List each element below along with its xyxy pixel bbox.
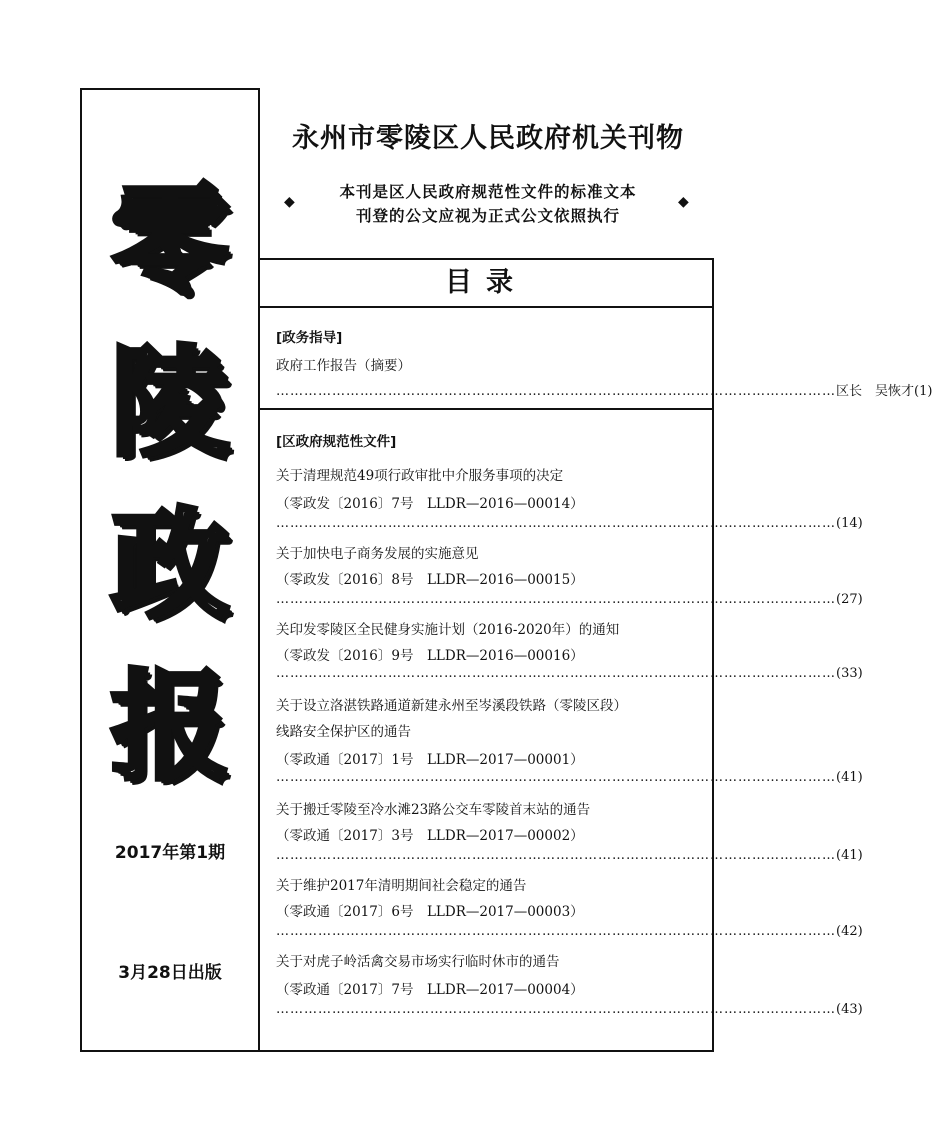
toc-item-title[interactable]: 关于对虎子岭活禽交易市场实行临时休市的通告: [276, 954, 560, 970]
toc-item-page: (27): [836, 592, 863, 607]
masthead-char-3: 政: [110, 495, 229, 634]
toc-item-leader: ………………………………………………………………………………………………………… 区长 吴恢才 (1): [276, 380, 706, 399]
toc-item-leader: ………………………………………………………………………………………………………… (14): [276, 516, 863, 531]
toc-item-page: (14): [836, 516, 863, 531]
toc-item-doc-number: （零政通〔2017〕3号 LLDR—2017—00002）: [276, 828, 584, 844]
toc-item-title[interactable]: 关于维护2017年清明期间社会稳定的通告: [276, 878, 527, 894]
masthead-char-1: 零: [110, 171, 229, 310]
toc-item-title[interactable]: 关于清理规范49项行政审批中介服务事项的决定: [276, 468, 564, 484]
notice-line-1: 本刊是区人民政府规范性文件的标准文本: [339, 183, 637, 201]
toc-item-title[interactable]: 关于搬迁零陵至冷水滩23路公交车零陵首末站的通告: [276, 802, 591, 818]
table-of-contents: [258, 258, 932, 1052]
toc-item-page: (43): [836, 1002, 863, 1017]
toc-item-doc-number: （零政通〔2017〕7号 LLDR—2017—00004）: [276, 982, 584, 998]
toc-item-leader: ………………………………………………………………………………………………………… (33): [276, 666, 863, 681]
toc-item-title[interactable]: 政府工作报告（摘要）: [276, 358, 411, 374]
toc-item-title[interactable]: 关于加快电子商务发展的实施意见: [276, 546, 479, 562]
toc-item-doc-number: （零政发〔2016〕7号 LLDR—2016—00014）: [276, 496, 584, 512]
toc-item-page: (41): [836, 848, 863, 863]
notice-line-2: 刊登的公文应视为正式公文依照执行: [355, 207, 620, 225]
toc-item-page: (33): [836, 666, 863, 681]
toc-item-doc-number: （零政发〔2016〕9号 LLDR—2016—00016）: [276, 648, 584, 664]
toc-item-title[interactable]: 关印发零陵区全民健身实施计划（2016-2020年）的通知: [276, 622, 620, 638]
diamond-left-icon: ◆: [284, 194, 295, 210]
publish-date: 3月28日出版: [118, 963, 222, 983]
masthead-column: [80, 88, 258, 1052]
toc-item-doc-number: （零政通〔2017〕1号 LLDR—2017—00001）: [276, 752, 584, 768]
toc-title: 目录: [260, 260, 712, 308]
masthead-char-4: 报: [110, 657, 229, 796]
toc-item-leader: ………………………………………………………………………………………………………… (41): [276, 770, 863, 785]
issue-number: 2017年第1期: [114, 843, 226, 863]
org-title: 永州市零陵区人民政府机关刊物: [292, 123, 684, 154]
toc-item-author: 区长 吴恢才: [836, 384, 915, 399]
toc-item-title[interactable]: 关于设立洛湛铁路通道新建永州至岑溪段铁路（零陵区段）: [276, 698, 627, 714]
toc-item-doc-number: （零政发〔2016〕8号 LLDR—2016—00015）: [276, 572, 584, 588]
toc-item-page: (42): [836, 924, 863, 939]
toc-item-page: (1): [914, 384, 932, 399]
toc-item-leader: ………………………………………………………………………………………………………… (27): [276, 592, 863, 607]
toc-item-title-continued[interactable]: 线路安全保护区的通告: [276, 724, 411, 740]
toc-item-leader: ………………………………………………………………………………………………………… (41): [276, 848, 863, 863]
toc-item-leader: ………………………………………………………………………………………………………… (43): [276, 1002, 863, 1017]
toc-item-leader: ………………………………………………………………………………………………………… (42): [276, 924, 863, 939]
toc-item-doc-number: （零政通〔2017〕6号 LLDR—2017—00003）: [276, 904, 584, 920]
diamond-right-icon: ◆: [678, 194, 689, 210]
section-divider: [260, 408, 712, 410]
masthead-char-2: 陵: [110, 333, 229, 472]
section-label-normative-documents: [区政府规范性文件]: [276, 434, 397, 450]
toc-item-page: (41): [836, 770, 863, 785]
section-label-policy-guidance: [政务指导]: [276, 330, 343, 346]
